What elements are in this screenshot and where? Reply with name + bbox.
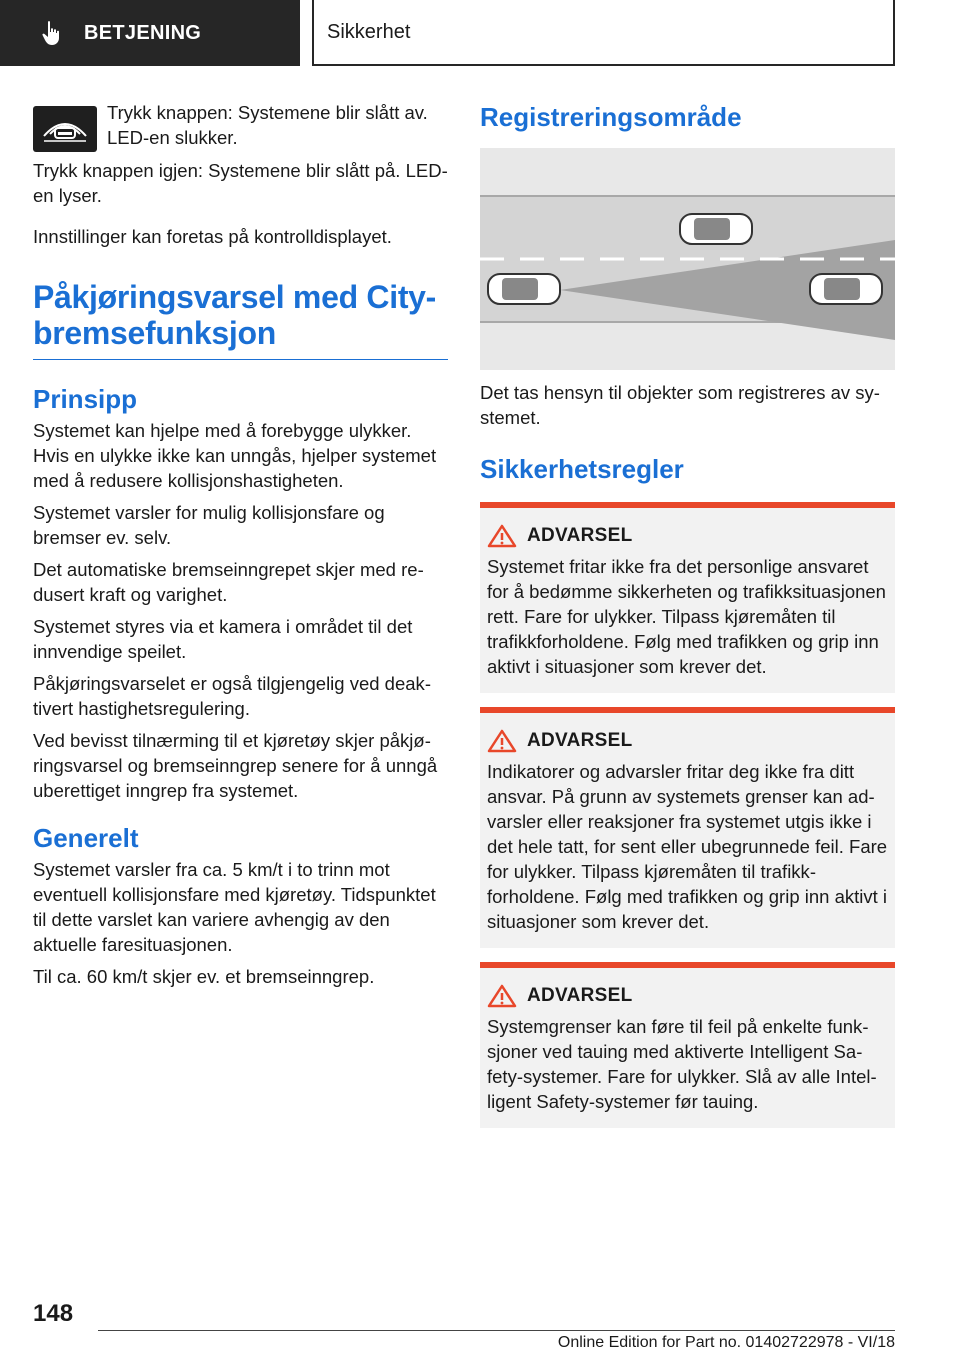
region-caption: Det tas hensyn til objekter som registreres av systemet. (480, 382, 880, 428)
warning-triangle-icon (487, 524, 517, 548)
warning-text: Indikatorer og advarsler fritar deg ikke fra ditt ansvar. På grunn av systemets grenser kan advarsler eller reaksjoner fra systemet utgis ikke i det hele tatt, for sent eller ubegrunnede feil. Fare for ulykker. Tilpass kjøremåten til trafikkforholdene. Følg med trafikken og grip inn aktivt i situasjoner som krever det. (487, 761, 888, 932)
chapter-tab[interactable] (312, 0, 895, 66)
footer-divider (98, 1330, 895, 1331)
detection-range-diagram (480, 148, 895, 370)
collision-warning-button-icon (33, 106, 97, 152)
prinsipp-paragraph: Systemet kan hjelpe med å forebygge ulykker. Hvis en ulykke ikke kan unngås, hjelper systemet med å redusere kollisjonshastigheten. (33, 420, 437, 491)
region-heading: Registreringsområde (480, 102, 742, 132)
generelt-paragraph: Systemet varsler fra ca. 5 km/t i to trinn mot eventuell kollisjonsfare med kjøretøy. Tidspunktet til dette varslet kan variere avhengig av den aktuelle faresituasjonen. (33, 859, 436, 955)
left-column (33, 100, 448, 996)
generelt-paragraph: Til ca. 60 km/t skjer ev. et bremseinngrep. (33, 966, 375, 987)
button-text-off: Trykk knappen: Systemene blir slått av. LED-en slukker. (107, 102, 428, 148)
rules-heading: Sikkerhetsregler (480, 454, 684, 484)
button-text-on: Trykk knappen igjen: Systemene blir slått på. LED-en lyser. (33, 160, 448, 206)
settings-text: Innstillinger kan foretas på kontrolldisplayet. (33, 226, 392, 247)
prinsipp-paragraph: Systemet varsler for mulig kollisjonsfare og bremser ev. selv. (33, 502, 385, 548)
prinsipp-paragraph: Det automatiske bremseinngrepet skjer med redusert kraft og varighet. (33, 559, 424, 605)
generelt-heading: Generelt (33, 823, 139, 853)
section-tab[interactable] (0, 0, 300, 66)
warning-label: ADVARSEL (527, 985, 633, 1006)
warning-triangle-icon (487, 984, 517, 1008)
prinsipp-heading: Prinsipp (33, 384, 138, 414)
warning-text: Systemet fritar ikke fra det personlige ansvaret for å bedømme sikkerheten og trafikksituasjonen rett. Fare for ulykker. Tilpass kjøremåten til trafikkforholdene. Følg med trafikken og grip inn aktivt i situasjoner som krever det. (487, 556, 886, 677)
warning-box (480, 707, 895, 948)
prinsipp-paragraph: Ved bevisst tilnærming til et kjøretøy skjer påkjøringsvarsel og bremseinngrep senere for å unngå uberettiget inngrep fra systemet. (33, 730, 438, 801)
warning-label: ADVARSEL (527, 525, 633, 546)
warning-label: ADVARSEL (527, 730, 633, 751)
warning-triangle-icon (487, 729, 517, 753)
right-column (480, 100, 895, 1142)
prinsipp-paragraph: Systemet styres via et kamera i området til det innvendige speilet. (33, 616, 413, 662)
chapter-label: Sikkerhet (327, 20, 411, 43)
page-header (0, 0, 960, 66)
button-instruction (33, 100, 448, 152)
car-left-icon (488, 274, 560, 304)
page-number: 148 (33, 1300, 74, 1327)
section-title: Påkjøringsvarsel med City-bremsefunksjon (33, 279, 448, 360)
car-top-icon (680, 214, 752, 244)
warning-box (480, 502, 895, 693)
warning-box (480, 962, 895, 1128)
car-right-icon (810, 274, 882, 304)
hand-pointer-icon (40, 20, 64, 46)
prinsipp-paragraph: Påkjøringsvarselet er også tilgjengelig ved deaktivert hastighetsregulering. (33, 673, 431, 719)
warning-text: Systemgrenser kan føre til feil på enkelte funksjoner ved tauing med aktiverte Intelligent Safety-systemer. Fare for ulykker. Slå av alle Intelligent Safety-systemer før tauing. (487, 1016, 877, 1112)
section-label: BETJENING (84, 21, 202, 44)
edition-text: Online Edition for Part no. 01402722978 - VI/18 (557, 1334, 895, 1351)
